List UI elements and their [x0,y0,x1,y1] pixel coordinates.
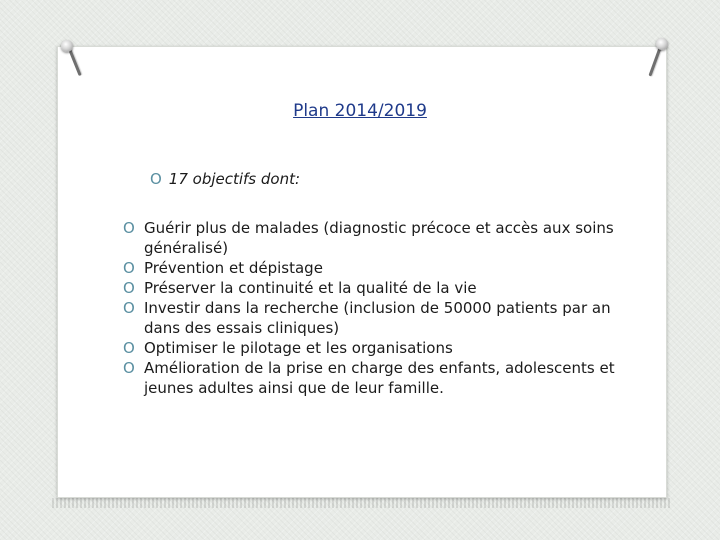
bullet-marker: O [123,279,135,297]
list-item-text: Investir dans la recherche (inclusion de 50000 patients par an dans des essais cliniques) [144,299,611,337]
push-pin-icon [61,40,73,52]
bullet-marker: O [123,299,135,317]
sub-bullet [150,170,300,188]
bullet-marker: O [150,170,162,188]
list-item [123,358,623,398]
bullet-marker: O [123,339,135,357]
list-item-text: Guérir plus de malades (diagnostic précoce et accès aux soins généralisé) [144,219,614,257]
push-pin-icon [656,38,668,50]
list-item [123,218,623,258]
list-item [123,258,623,278]
bullet-marker: O [123,359,135,377]
list-item-text: Prévention et dépistage [144,259,323,277]
list-item [123,278,623,298]
bullet-marker: O [123,259,135,277]
list-item-text: Amélioration de la prise en charge des enfants, adolescents et jeunes adultes ainsi que de leur famille. [144,359,615,397]
list-item [123,338,623,358]
sub-bullet-text: 17 objectifs dont: [168,170,301,188]
objectives-list [123,218,623,398]
bullet-marker: O [123,219,135,237]
slide-title: Plan 2014/2019 [293,101,427,121]
list-item-text: Préserver la continuité et la qualité de la vie [144,279,477,297]
list-item-text: Optimiser le pilotage et les organisations [144,339,453,357]
paper-shadow [52,498,670,508]
list-item [123,298,623,338]
